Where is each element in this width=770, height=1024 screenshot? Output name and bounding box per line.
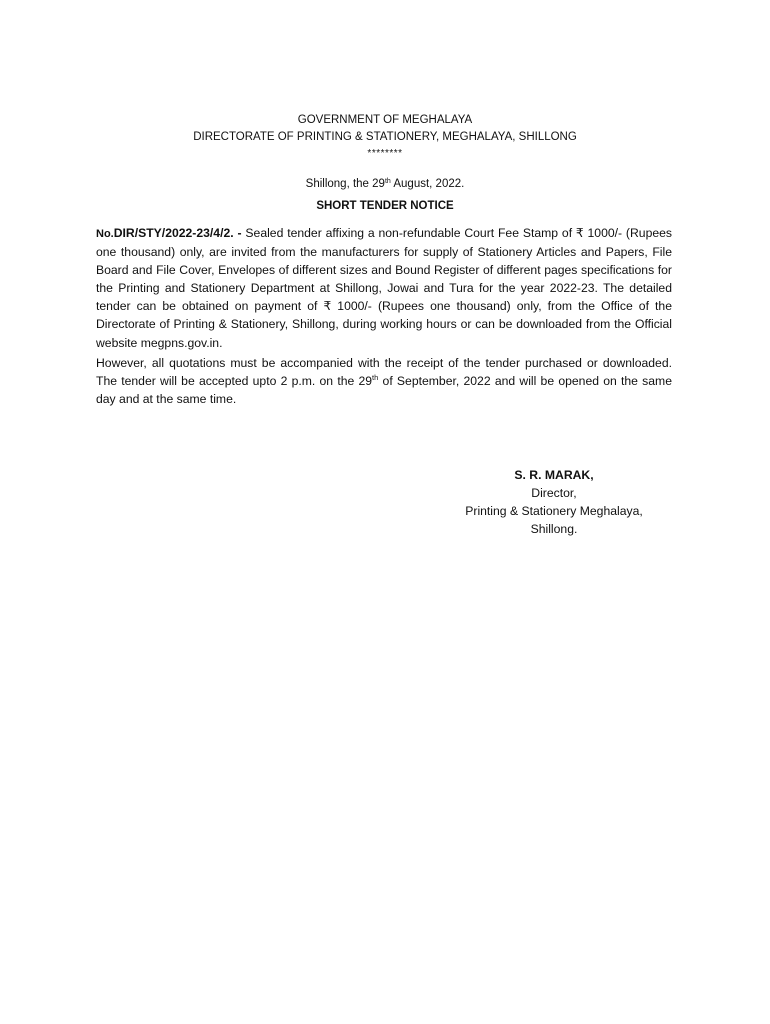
notice-title: SHORT TENDER NOTICE	[316, 200, 454, 212]
quotation-paragraph	[96, 354, 672, 408]
ref-number: DIR/STY/2022-23/4/2. -	[113, 226, 242, 240]
directorate-heading: DIRECTORATE OF PRINTING & STATIONERY, MEGHALAYA, SHILLONG	[193, 131, 577, 143]
paragraph-1-text: Sealed tender affixing a non-refundable Court Fee Stamp of ₹ 1000/- (Rupees one thousand) only, are invited from the manufacturers for supply of Stationery Articles and Papers, File Board and File Cover, Envelopes of different sizes and Bound Register of different pages specifications for the Printing and Stationery Department at Shillong, Jowai and Tura for the year 2022-23. The detailed tender can be obtained on payment of ₹ 1000/- (Rupees one thousand) only, from the Office of the Directorate of Printing & Stationery, Shillong, during working hours or can be downloaded from the Official website megpns.gov.in.	[96, 226, 673, 350]
date-sup: th	[384, 178, 391, 185]
signatory-department: Printing & Stationery Meghalaya,	[465, 504, 643, 518]
signatory-designation: Director,	[531, 486, 577, 500]
tender-paragraph	[96, 224, 672, 352]
paragraph-2-sup: th	[372, 373, 379, 383]
paragraph-2-after: of September, 2022 and will be opened on the same day and at the same time.	[96, 374, 672, 407]
signatory-place: Shillong.	[530, 522, 578, 536]
separator: ********	[367, 148, 403, 159]
paragraph-2-before: However, all quotations must be accompanied with the receipt of the tender purchased or downloaded. The tender will be accepted upto 2 p.m. on the 29	[96, 356, 672, 389]
notice-date	[0, 176, 770, 193]
ref-prefix: No.	[96, 228, 114, 240]
date-prefix: Shillong, the 29	[305, 178, 385, 190]
date-suffix: August, 2022.	[390, 178, 465, 190]
signatory-name: S. R. MARAK,	[514, 468, 594, 482]
government-heading: GOVERNMENT OF MEGHALAYA	[297, 114, 473, 126]
